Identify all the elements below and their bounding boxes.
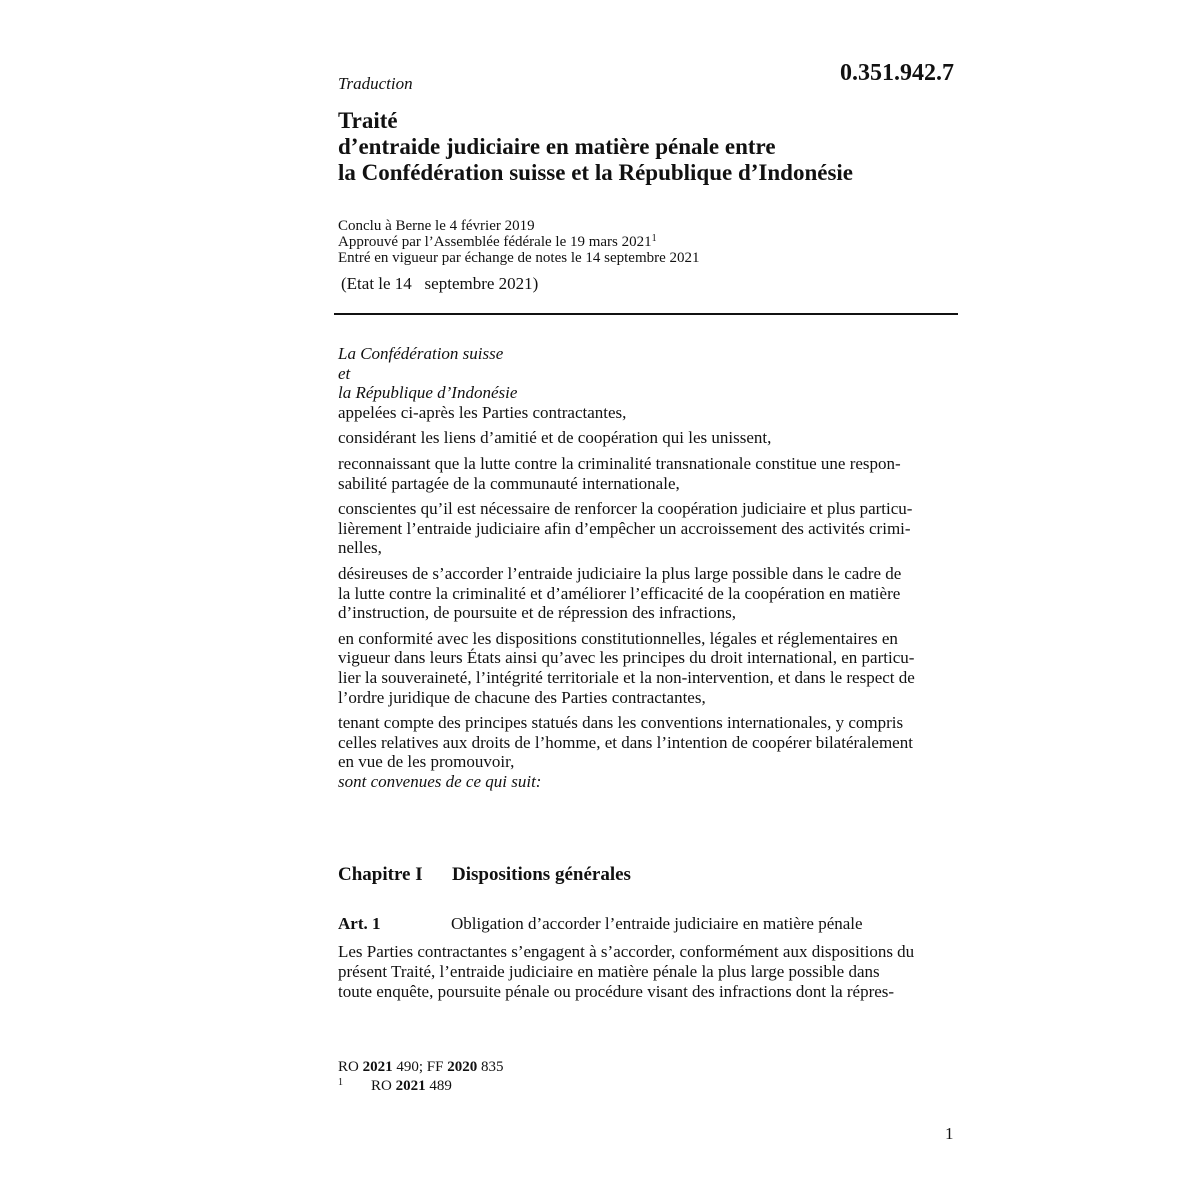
preamble-paragraph: en conformité avec les dispositions constitutionnelles, légales et réglementaires en vigueur dans leurs États ainsi qu’avec les principes du droit international, en particu- lier la souveraineté, l’intégrité territoriale et la non-intervention, et dans le respect de l’ordre juridique de chacune des Parties contractantes,	[338, 628, 915, 707]
title-line-1: Traité	[338, 108, 398, 133]
article-title: Obligation d’accorder l’entraide judiciaire en matière pénale	[451, 914, 863, 933]
concluded-line: Conclu à Berne le 4 février 2019	[338, 218, 535, 234]
ff-page: 835	[477, 1059, 504, 1075]
publication-reference	[338, 1058, 503, 1077]
chapter-title: Dispositions générales	[452, 864, 631, 885]
entered-line: Entré en vigueur par échange de notes le 14 septembre 2021	[338, 250, 700, 266]
fn1-year: 2021	[395, 1078, 426, 1094]
preamble-paragraph: tenant compte des principes statués dans les conventions internationales, y compris celles relatives aux droits de l’homme, et dans l’intention de coopérer bilatéralement en vue de les promouvoir,	[338, 713, 913, 772]
footnote-reference[interactable]: 1	[651, 233, 657, 244]
preamble-paragraph: reconnaissant que la lutte contre la criminalité transnationale constitue une respon- sabilité partagée de la communauté internationale,	[338, 453, 901, 493]
treaty-metadata	[338, 218, 700, 266]
ro-prefix: RO	[338, 1059, 363, 1075]
page-number: 1	[945, 1124, 954, 1143]
preamble-paragraph: considérant les liens d’amitié et de coopération qui les unissent,	[338, 428, 772, 448]
chapter-number: Chapitre I	[338, 864, 423, 885]
parties-block	[338, 344, 954, 422]
ro-year: 2021	[362, 1059, 393, 1075]
translation-label: Traduction	[338, 74, 413, 93]
preamble-paragraph: conscientes qu’il est nécessaire de renforcer la coopération judiciaire et plus particu- lièrement l’entraide judiciaire afin d’empêcher un accroissement des activités crimi- nelles,	[338, 499, 913, 558]
header-divider	[334, 313, 958, 315]
preamble-paragraph: désireuses de s’accorder l’entraide judiciaire la plus large possible dans le cadre de la lutte contre la criminalité et d’améliorer l’efficacité de la coopération en matière d’instruction, de poursuite et de répression des infractions,	[338, 563, 902, 623]
title-line-3: la Confédération suisse et la République d’Indonésie	[338, 160, 854, 185]
article-text: Les Parties contractantes s’engagent à s’accorder, conformément aux dispositions du présent Traité, l’entraide judiciaire en matière pénale la plus large possible dans toute enquête, poursuite pénale ou procédure visant des infractions dont la répres-	[338, 942, 915, 1001]
party-indonesia: la République d’Indonésie	[338, 383, 518, 403]
ff-year: 2020	[447, 1059, 478, 1075]
document-title	[338, 108, 958, 186]
fn1-prefix: RO	[371, 1078, 396, 1094]
footnote-1: 1 RO 2021 489	[338, 1077, 452, 1094]
approved-text: Approuvé par l’Assemblée fédérale le 19 mars 2021	[338, 234, 652, 250]
parties-designation: appelées ci-après les Parties contractantes,	[338, 402, 627, 422]
approved-line	[338, 234, 700, 250]
status-date: (Etat le 14 septembre 2021)	[341, 274, 539, 293]
article-heading	[338, 914, 958, 934]
chapter-heading	[338, 864, 631, 886]
footnotes	[338, 1058, 503, 1096]
preamble	[338, 344, 954, 791]
article-number: Art. 1	[338, 914, 381, 933]
party-switzerland: La Confédération suisse	[338, 344, 504, 363]
ro-page: 490; FF	[392, 1059, 448, 1075]
title-line-2: d’entraide judiciaire en matière pénale entre	[338, 134, 776, 159]
sr-number: 0.351.942.7	[840, 60, 954, 86]
agreement-clause: sont convenues de ce qui suit:	[338, 771, 542, 791]
fn1-page: 489	[425, 1078, 452, 1094]
party-conjunction: et	[338, 363, 351, 383]
